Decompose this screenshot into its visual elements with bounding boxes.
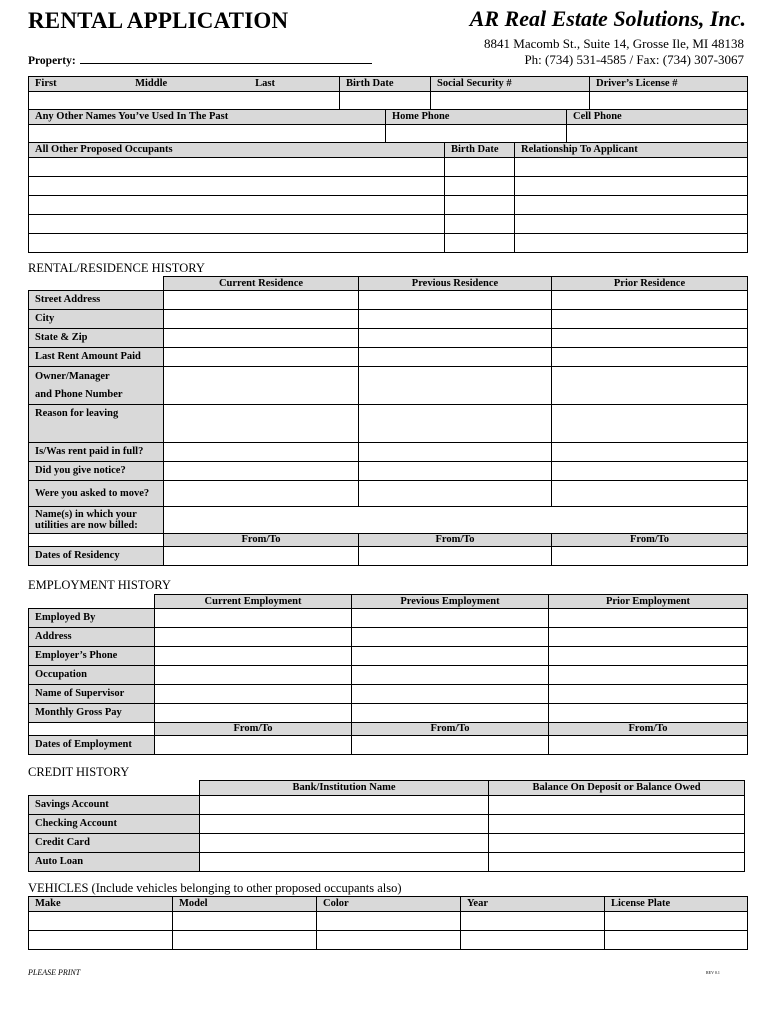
- owner-phone-label: and Phone Number: [29, 386, 164, 405]
- rental-cell[interactable]: [552, 367, 748, 405]
- relationship-label: Relationship To Applicant: [515, 143, 748, 158]
- gross-pay-label: Monthly Gross Pay: [29, 704, 155, 723]
- middle-label: Middle: [135, 78, 168, 90]
- rental-cell[interactable]: [552, 291, 748, 310]
- dates-residency-label: Dates of Residency: [29, 547, 164, 566]
- cell-phone-field[interactable]: [567, 125, 748, 143]
- rental-cell[interactable]: [552, 310, 748, 329]
- vehicle-cell[interactable]: [461, 931, 605, 950]
- city-label: City: [29, 310, 164, 329]
- vehicles-table: [28, 896, 748, 950]
- balance-header: Balance On Deposit or Balance Owed: [489, 781, 745, 796]
- employment-cell[interactable]: [549, 628, 748, 647]
- vehicle-cell[interactable]: [29, 931, 173, 950]
- occupant-birth-field[interactable]: [445, 215, 515, 234]
- occupant-birth-field[interactable]: [445, 177, 515, 196]
- owner-manager-label: Owner/Manager: [29, 367, 164, 386]
- occupant-birth-field[interactable]: [445, 158, 515, 177]
- rental-cell[interactable]: [164, 405, 359, 443]
- color-header: Color: [317, 897, 461, 912]
- employed-by-label: Employed By: [29, 609, 155, 628]
- rental-cell[interactable]: [164, 291, 359, 310]
- vehicle-cell[interactable]: [461, 912, 605, 931]
- rental-cell[interactable]: [164, 329, 359, 348]
- employment-section-title: EMPLOYMENT HISTORY: [28, 578, 171, 592]
- property-field[interactable]: [28, 52, 372, 67]
- vehicles-section-title: VEHICLES (Include vehicles belonging to other proposed occupants also): [28, 881, 402, 895]
- occupant-name-field[interactable]: [29, 158, 445, 177]
- credit-cell[interactable]: [489, 815, 745, 834]
- rental-cell[interactable]: [164, 348, 359, 367]
- from-to-label: From/To: [352, 723, 549, 736]
- credit-cell[interactable]: [200, 834, 489, 853]
- rental-cell[interactable]: [552, 481, 748, 507]
- employment-cell[interactable]: [549, 685, 748, 704]
- employment-cell[interactable]: [352, 736, 549, 755]
- credit-table: [28, 780, 745, 872]
- make-header: Make: [29, 897, 173, 912]
- rental-cell[interactable]: [359, 310, 552, 329]
- rental-section-title: RENTAL/RESIDENCE HISTORY: [28, 261, 205, 275]
- occupant-birth-date-label: Birth Date: [445, 143, 515, 158]
- current-residence-header: Current Residence: [164, 277, 359, 291]
- drivers-license-label: Driver’s License #: [590, 77, 748, 92]
- vehicle-cell[interactable]: [317, 912, 461, 931]
- company-address: 8841 Macomb St., Suite 14, Grosse Ile, MI 48138: [484, 36, 744, 51]
- employment-cell[interactable]: [155, 704, 352, 723]
- ssn-label: Social Security #: [431, 77, 590, 92]
- employment-cell[interactable]: [352, 647, 549, 666]
- rental-cell[interactable]: [164, 367, 359, 405]
- prior-residence-header: Prior Residence: [552, 277, 748, 291]
- credit-corner: [29, 781, 200, 796]
- rental-cell[interactable]: [552, 547, 748, 566]
- employment-corner: [29, 595, 155, 609]
- occupation-label: Occupation: [29, 666, 155, 685]
- rental-cell[interactable]: [552, 462, 748, 481]
- current-employment-header: Current Employment: [155, 595, 352, 609]
- rental-cell[interactable]: [359, 348, 552, 367]
- rental-corner: [29, 277, 164, 291]
- drivers-license-field[interactable]: [590, 92, 748, 110]
- employment-cell[interactable]: [352, 628, 549, 647]
- occupants-table: [28, 142, 748, 253]
- credit-section-title: CREDIT HISTORY: [28, 765, 130, 779]
- vehicle-cell[interactable]: [605, 931, 748, 950]
- property-line[interactable]: [80, 52, 372, 64]
- utilities-field[interactable]: [164, 507, 748, 534]
- from-to-label: From/To: [155, 723, 352, 736]
- from-to-label: From/To: [164, 534, 359, 547]
- vehicle-cell[interactable]: [173, 931, 317, 950]
- home-phone-label: Home Phone: [386, 110, 567, 125]
- dates-employment-label: Dates of Employment: [29, 736, 155, 755]
- rental-cell[interactable]: [359, 481, 552, 507]
- last-label: Last: [255, 78, 275, 90]
- rental-cell[interactable]: [552, 405, 748, 443]
- names-phones-table: [28, 109, 748, 143]
- rental-cell[interactable]: [552, 348, 748, 367]
- occupant-relationship-field[interactable]: [515, 215, 748, 234]
- previous-residence-header: Previous Residence: [359, 277, 552, 291]
- rental-cell[interactable]: [164, 462, 359, 481]
- vehicle-cell[interactable]: [605, 912, 748, 931]
- checking-label: Checking Account: [29, 815, 200, 834]
- other-names-label: Any Other Names You’ve Used In The Past: [29, 110, 386, 125]
- rental-cell[interactable]: [164, 481, 359, 507]
- revision-note: REV 0.1: [706, 970, 720, 975]
- employment-cell[interactable]: [155, 736, 352, 755]
- rental-cell[interactable]: [164, 310, 359, 329]
- occupant-name-field[interactable]: [29, 215, 445, 234]
- year-header: Year: [461, 897, 605, 912]
- notice-label: Did you give notice?: [29, 462, 164, 481]
- from-to-label: From/To: [359, 534, 552, 547]
- rent-paid-label: Is/Was rent paid in full?: [29, 443, 164, 462]
- asked-move-label: Were you asked to move?: [29, 481, 164, 507]
- rental-cell[interactable]: [164, 443, 359, 462]
- reason-leaving-label: Reason for leaving: [29, 405, 164, 443]
- rental-table: [28, 276, 748, 566]
- credit-cell[interactable]: [200, 815, 489, 834]
- occupant-name-field[interactable]: [29, 234, 445, 253]
- form-title: RENTAL APPLICATION: [28, 8, 289, 33]
- vehicle-cell[interactable]: [29, 912, 173, 931]
- home-phone-field[interactable]: [386, 125, 567, 143]
- rental-cell[interactable]: [359, 443, 552, 462]
- employer-phone-label: Employer’s Phone: [29, 647, 155, 666]
- previous-employment-header: Previous Employment: [352, 595, 549, 609]
- please-print-note: PLEASE PRINT: [28, 968, 81, 977]
- employment-cell[interactable]: [155, 685, 352, 704]
- model-header: Model: [173, 897, 317, 912]
- employment-cell[interactable]: [352, 609, 549, 628]
- employment-cell[interactable]: [549, 647, 748, 666]
- applicant-table: [28, 76, 748, 110]
- employment-cell[interactable]: [352, 704, 549, 723]
- company-name: AR Real Estate Solutions, Inc.: [469, 6, 746, 31]
- last-rent-label: Last Rent Amount Paid: [29, 348, 164, 367]
- birth-date-label: Birth Date: [340, 77, 431, 92]
- street-address-label: Street Address: [29, 291, 164, 310]
- occupant-name-field[interactable]: [29, 196, 445, 215]
- vehicle-cell[interactable]: [317, 931, 461, 950]
- credit-card-label: Credit Card: [29, 834, 200, 853]
- rental-cell[interactable]: [359, 462, 552, 481]
- address-label: Address: [29, 628, 155, 647]
- ssn-field[interactable]: [431, 92, 590, 110]
- occupant-name-field[interactable]: [29, 177, 445, 196]
- employment-spacer: [29, 723, 155, 736]
- cell-phone-label: Cell Phone: [567, 110, 748, 125]
- prior-employment-header: Prior Employment: [549, 595, 748, 609]
- bank-name-header: Bank/Institution Name: [200, 781, 489, 796]
- rental-cell[interactable]: [359, 405, 552, 443]
- employment-cell[interactable]: [549, 736, 748, 755]
- occupant-relationship-field[interactable]: [515, 158, 748, 177]
- employment-cell[interactable]: [352, 685, 549, 704]
- other-names-field[interactable]: [29, 125, 386, 143]
- occupant-relationship-field[interactable]: [515, 234, 748, 253]
- state-zip-label: State & Zip: [29, 329, 164, 348]
- rental-spacer: [29, 534, 164, 547]
- occupant-birth-field[interactable]: [445, 196, 515, 215]
- rental-cell[interactable]: [552, 443, 748, 462]
- employment-table: [28, 594, 748, 755]
- occupant-relationship-field[interactable]: [515, 177, 748, 196]
- from-to-label: From/To: [549, 723, 748, 736]
- birth-date-field[interactable]: [340, 92, 431, 110]
- occupants-label: All Other Proposed Occupants: [29, 143, 445, 158]
- employment-cell[interactable]: [549, 666, 748, 685]
- rental-cell[interactable]: [359, 367, 552, 405]
- employment-cell[interactable]: [155, 609, 352, 628]
- credit-cell[interactable]: [200, 796, 489, 815]
- credit-cell[interactable]: [489, 834, 745, 853]
- from-to-label: From/To: [552, 534, 748, 547]
- property-label: Property:: [28, 55, 76, 67]
- rental-cell[interactable]: [359, 547, 552, 566]
- supervisor-label: Name of Supervisor: [29, 685, 155, 704]
- employment-cell[interactable]: [352, 666, 549, 685]
- occupant-birth-field[interactable]: [445, 234, 515, 253]
- savings-label: Savings Account: [29, 796, 200, 815]
- occupant-relationship-field[interactable]: [515, 196, 748, 215]
- rental-cell[interactable]: [359, 291, 552, 310]
- vehicle-cell[interactable]: [173, 912, 317, 931]
- first-label: First: [35, 78, 57, 90]
- rental-cell[interactable]: [359, 329, 552, 348]
- employment-cell[interactable]: [155, 647, 352, 666]
- credit-cell[interactable]: [489, 853, 745, 872]
- license-plate-header: License Plate: [605, 897, 748, 912]
- name-field[interactable]: [29, 92, 340, 110]
- employment-cell[interactable]: [155, 628, 352, 647]
- employment-cell[interactable]: [549, 704, 748, 723]
- rental-cell[interactable]: [164, 547, 359, 566]
- rental-cell[interactable]: [552, 329, 748, 348]
- company-phone: Ph: (734) 531-4585 / Fax: (734) 307-3067: [524, 52, 744, 67]
- employment-cell[interactable]: [155, 666, 352, 685]
- name-header: [29, 77, 340, 92]
- employment-cell[interactable]: [549, 609, 748, 628]
- auto-loan-label: Auto Loan: [29, 853, 200, 872]
- credit-cell[interactable]: [489, 796, 745, 815]
- utilities-label: Name(s) in which your utilities are now billed:: [29, 507, 164, 534]
- credit-cell[interactable]: [200, 853, 489, 872]
